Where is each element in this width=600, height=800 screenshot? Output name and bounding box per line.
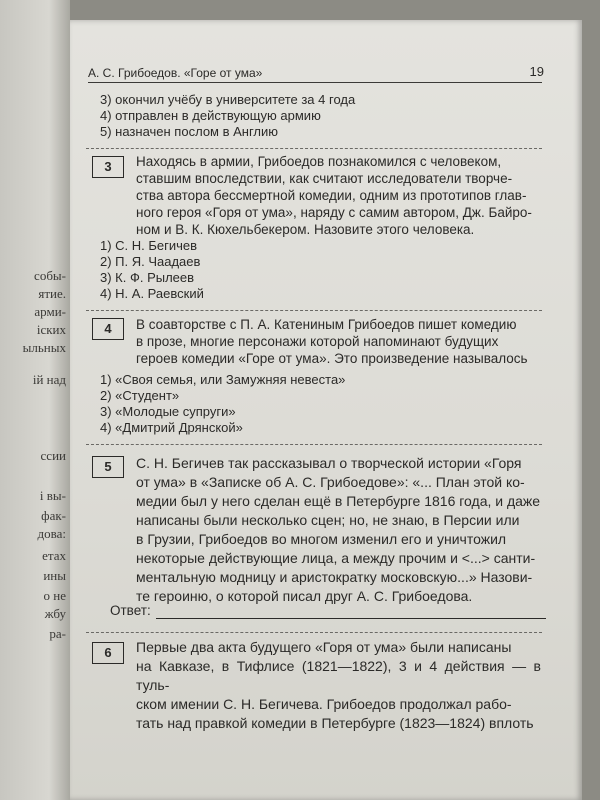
text-line: ставшим впоследствии, как считают исследователи творче-: [136, 171, 513, 186]
margin-fragment: іских: [36, 322, 66, 337]
margin-fragment: ій над: [32, 372, 66, 387]
book-page: [70, 20, 582, 800]
margin-fragment: жбу: [44, 606, 66, 621]
previous-page-edge: [0, 0, 70, 800]
text-line: в Грузии, Грибоедов во многом изменил его и уничтожил: [136, 531, 507, 547]
margin-fragment: арми-: [34, 304, 66, 319]
text-line: ском имении С. Н. Бегичева. Грибоедов продолжал рабо-: [136, 696, 512, 712]
text-line: Находясь в армии, Грибоедов познакомился с человеком,: [136, 154, 502, 169]
margin-fragment: о не: [43, 588, 66, 603]
text-line: написаны были несколько сцен; но, не знаю, в Персии или: [136, 512, 520, 528]
previous-task-options: [100, 92, 355, 140]
margin-fragment: собы-: [34, 268, 66, 283]
text-line: героев комедии «Горе от ума». Это произведение называлось: [136, 351, 528, 366]
text-line: ментальную модницу и аристократку московскую...» Назови-: [136, 569, 533, 585]
answer-field[interactable]: [156, 618, 546, 619]
task-3-question: [136, 153, 541, 238]
task-4-options: [100, 372, 345, 436]
text-line: В соавторстве с П. А. Катениным Грибоедов пишет комедию: [136, 317, 517, 332]
margin-fragment: фак-: [41, 508, 66, 523]
option-item: 4) отправлен в действующую армию: [100, 108, 321, 123]
option-item: 1) С. Н. Бегичев: [100, 238, 198, 253]
task-6-question: [136, 638, 541, 733]
text-line: некоторые действующие лица, а между прочим и <...> санти-: [136, 550, 536, 566]
page-number: 19: [529, 64, 544, 79]
text-line: ного героя «Горя от ума», наряду с самим автором, Дж. Байро-: [136, 205, 532, 220]
task-number-box: 3: [92, 156, 124, 178]
margin-fragment: дова:: [37, 526, 66, 541]
task-divider: [86, 148, 542, 149]
text-line: С. Н. Бегичев так рассказывал о творческой истории «Горя: [136, 455, 522, 471]
option-item: 4) Н. А. Раевский: [100, 286, 204, 301]
margin-fragment: ра-: [49, 626, 66, 641]
task-number-box: 5: [92, 456, 124, 478]
task-divider: [86, 444, 542, 445]
option-item: 2) П. Я. Чаадаев: [100, 254, 201, 269]
answer-label: Ответ:: [110, 603, 151, 618]
option-item: 3) К. Ф. Рылеев: [100, 270, 195, 285]
margin-fragment: етах: [42, 548, 66, 563]
option-item: 3) окончил учёбу в университете за 4 года: [100, 92, 356, 107]
margin-fragment: ссии: [40, 448, 66, 463]
option-item: 5) назначен послом в Англию: [100, 124, 279, 139]
option-item: 2) «Студент»: [100, 388, 180, 403]
option-item: 3) «Молодые супруги»: [100, 404, 236, 419]
option-item: 1) «Своя семья, или Замужняя невеста»: [100, 372, 346, 387]
margin-fragment: ины: [43, 568, 66, 583]
text-line: ном и В. К. Кюхельбекером. Назовите этого человека.: [136, 222, 475, 237]
text-line: Первые два акта будущего «Горя от ума» были написаны: [136, 639, 512, 655]
task-5-question: [136, 454, 541, 606]
text-line: ства автора бессмертной комедии, одним из прототипов глав-: [136, 188, 527, 203]
text-line: на Кавказе, в Тифлисе (1821—1822), 3 и 4 действия — в туль-: [136, 658, 541, 693]
task-3-options: [100, 238, 204, 302]
task-4-question: [136, 316, 541, 367]
text-line: от ума» в «Записке об А. С. Грибоедове»: «... План этой ко-: [136, 474, 525, 490]
margin-fragment: ыльных: [22, 340, 66, 355]
text-line: те героиню, о которой писал друг А. С. Грибоедова.: [136, 588, 473, 604]
task-divider: [86, 310, 542, 311]
text-line: в прозе, многие персонажи которой напоминают будущих: [136, 334, 499, 349]
task-divider: [86, 632, 542, 633]
margin-fragment: і вы-: [39, 488, 66, 503]
running-header: А. С. Грибоедов. «Горе от ума»: [88, 66, 542, 83]
task-number-box: 6: [92, 642, 124, 664]
task-number-box: 4: [92, 318, 124, 340]
text-line: тать над правкой комедии в Петербурге (1823—1824) вплоть: [136, 715, 534, 731]
text-line: медии был у него сделан ещё в Петербурге 1816 года, и даже: [136, 493, 541, 509]
option-item: 4) «Дмитрий Дрянской»: [100, 420, 243, 435]
margin-fragment: ятие.: [38, 286, 66, 301]
